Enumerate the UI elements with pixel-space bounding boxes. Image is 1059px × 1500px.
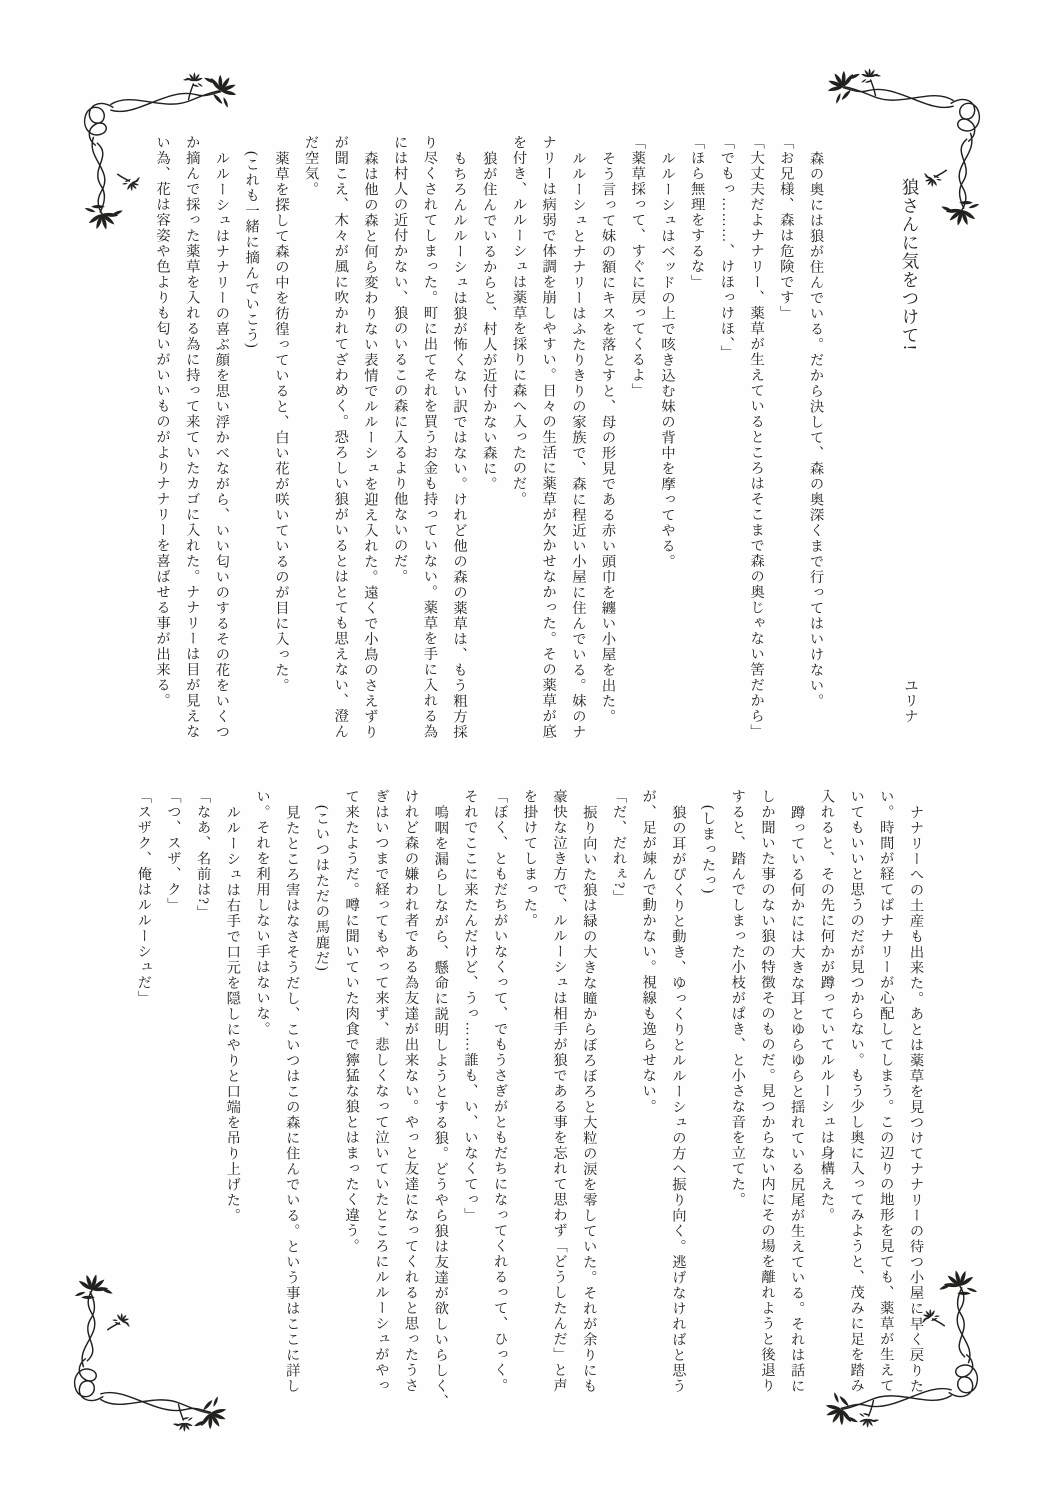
story-line: 薬草を探して森の中を彷徨っていると、白い花が咲いているのが目に入った。 [273,150,290,693]
story-line: 狼の耳がぴくりと動き、ゆっくりとルルーシュの方へ振り向く。逃げなければと思う [670,804,687,1394]
story-line: 「スザク、俺はルルーシュだ」 [135,789,152,1006]
story-line: 蹲っている何かには大きな耳とゆらゆらと揺れている尻尾が生えている。それは話に [789,804,806,1394]
story-line: 狼が住んでいるからと、村人が近付かない森に。 [481,150,498,492]
story-line: が聞こえ、木々が風に吹かれてざわめく。恐ろしい狼がいるとはとても思えない、澄ん [332,135,349,740]
page-title: 狼さんに気をつけて! [900,178,920,352]
story-line: 豪快な泣き方で、ルルーシュは相手が狼である事を忘れて思わず「どうしたんだ」と声 [551,789,568,1394]
story-line: 嗚咽を漏らしながら、懸命に説明しようとする狼。どうやら狼は友達が欲しいらしく、 [432,804,449,1409]
story-line: い。それを利用しない手はないな。 [254,789,271,1037]
story-line: 「でもっ………、けほっけほ、」 [718,135,735,361]
story-line: けれど森の嫌われ者である為友達が出来ない。やっと友達になってくれると思ったうさ [403,789,420,1394]
story-line: (こいつはただの馬鹿だ) [313,804,330,972]
story-line: しか聞いた事のない狼の特徴そのものだ。見つからない内にその場を離れようと後退り [759,789,776,1394]
story-line: そう言って妹の額にキスを落とすと、母の形見である赤い頭巾を纏い小屋を出た。 [600,150,617,724]
story-line: 「大丈夫だよナナリー、薬草が生えているところはそこまで森の奥じゃない筈だから」 [748,135,765,740]
story-line: 入れると、その先に何かが蹲っていてルルーシュは身構えた。 [818,789,835,1223]
story-line: ナリーは病弱で体調を崩しやすい。日々の生活に薬草が欠かせなかった。その薬草が底 [540,135,557,740]
story-line: 森は他の森と何ら変わりない表情でルルーシュを迎え入れた。遠くで小鳥のさえずり [362,150,379,740]
story-line: い。時間が経てばナナリーが心配してしまう。この辺りの地形を見ても、薬草が生えて [878,789,895,1394]
story-line: 森の奥には狼が住んでいる。だから決して、森の奥深くまで行ってはいけない。 [808,150,824,709]
story-line: ナナリーへの土産も出来た。あとは薬草を見つけてナナリーの待つ小屋に早く戻りた [908,804,924,1394]
story-line: 「薬草採って、すぐに戻ってくるよ」 [629,135,646,399]
story-line: 「お兄様、森は危険です」 [778,135,795,321]
story-upper-block [147,135,830,800]
author-name: ユリナ [902,678,918,724]
story-line: 「だ、だれぇ?」 [610,789,627,906]
story-line: もちろんルルーシュは狼が怖くない訳ではない。けれど他の森の薬草は、もう粗方採 [451,150,468,740]
story-line: 振り向いた狼は緑の大きな瞳からぼろぼろと大粒の涙を零していた。それが余りにも [581,804,598,1394]
story-line: ルルーシュは右手で口元を隠しにやりと口端を吊り上げた。 [224,804,241,1223]
story-line: 「ほら無理をするな」 [689,135,706,290]
story-line: ぎはいつまで経ってもやって来ず、悲しくなって泣いていたところにルルーシュがやっ [373,789,390,1394]
story-line: いてもいいと思うのだが見つからない。もう少し奥に入ってみようと、茂みに足を踏み [848,789,865,1394]
story-line: ルルーシュはナナリーの喜ぶ顔を思い浮かべながら、いい匂いのするその花をいくつ [213,150,230,740]
story-line: だ空気。 [303,135,320,197]
story-line: い為、花は容姿や色よりも匂いがいいものがよりナナリーを喜ばせる事が出来る。 [154,135,171,709]
story-line: り尽くされてしまった。町に出てそれを買うお金も持っていない。薬草を手に入れる為 [421,135,438,740]
story-lower-block [128,789,930,1469]
story-line: それでここに来たんだけど、うっ……誰も、い、いなくてっ」 [462,789,479,1223]
story-line: ルルーシュはベッドの上で咳き込む妹の背中を摩ってやる。 [659,150,676,569]
story-line: ルルーシュとナナリーはふたりきりの家族で、森に程近い小屋に住んでいる。妹のナ [570,150,587,740]
story-line: すると、踏んでしまった小枝がぱき、と小さな音を立てた。 [729,789,746,1208]
story-line: が、足が竦んで動かない。視線も逸らせない。 [640,789,657,1115]
story-line: て来たようだ。噂に聞いていた肉食で獰猛な狼とはまったく違う。 [343,789,360,1254]
story-line: を掛けてしまった。 [521,789,538,929]
story-line: を付き、ルルーシュは薬草を採りに森へ入ったのだ。 [510,135,527,507]
story-line: (これも一緒に摘んでいこう) [243,150,260,349]
story-line: (しまったっ) [700,804,717,894]
story-line: 「ぼく、ともだちがいなくって、でもうさぎがともだちになってくれるって、ひっく。 [492,789,509,1394]
story-line: 「なあ、名前は?」 [195,789,212,921]
story-line: 見たところ害はなさそうだし、こいつはこの森に住んでいる。という事はここに詳し [284,804,301,1394]
story-line: か摘んで採った薬草を入れる為に持って来ていたカゴに入れた。ナナリーは目が見えな [184,135,201,740]
story-line: 「つ、スザ、ク」 [165,789,182,913]
story-line: には村人の近付かない、狼のいるこの森に入るより他ないのだ。 [392,135,409,585]
